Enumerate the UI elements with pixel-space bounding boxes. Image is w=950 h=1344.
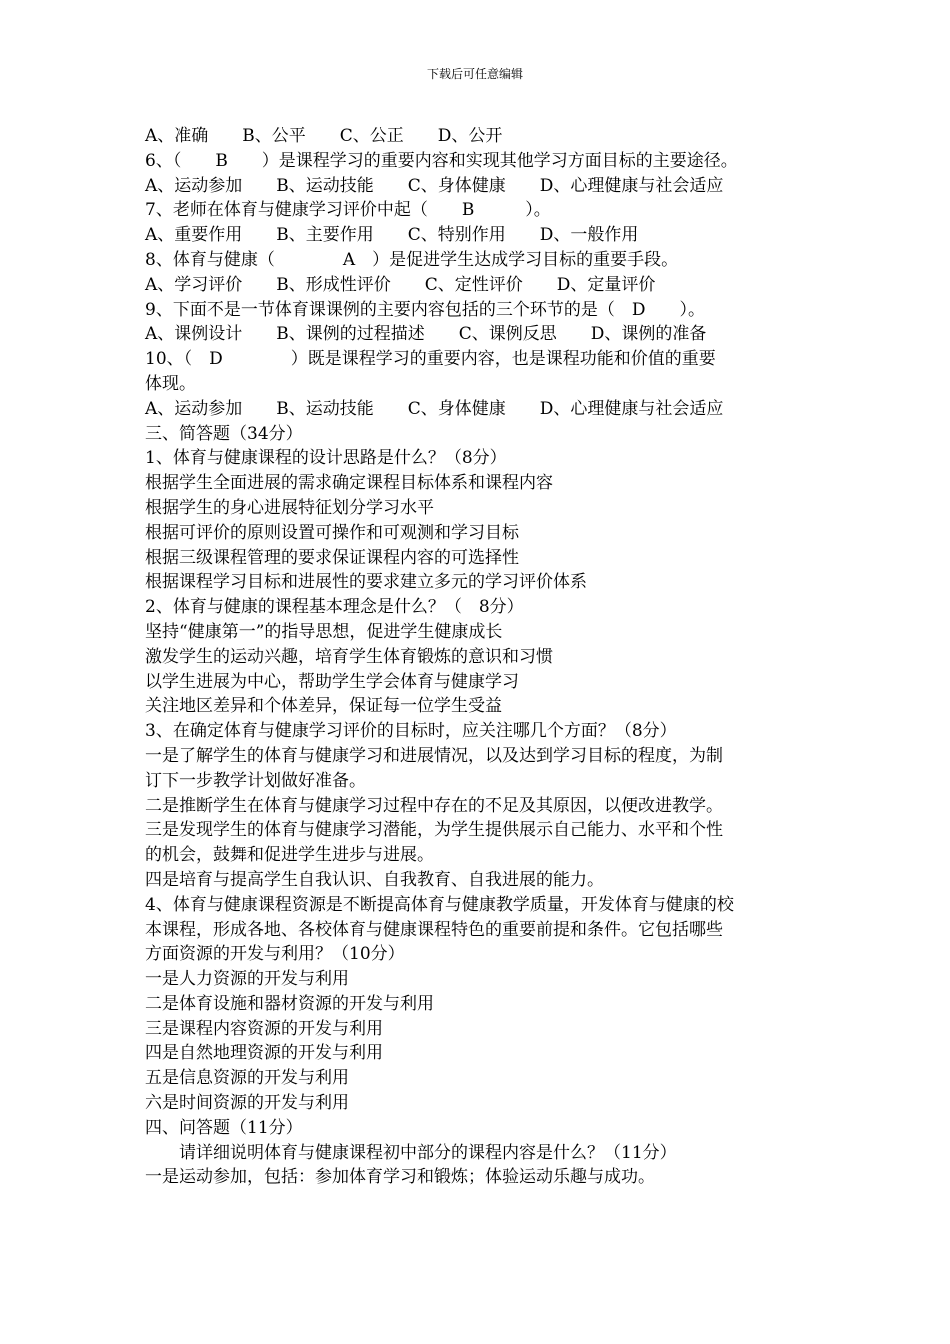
answer-line: 的机会，鼓舞和促进学生进步与进展。 [145, 845, 434, 866]
answer-line: 以学生进展为中心，帮助学生学会体育与健康学习 [145, 671, 519, 692]
text-line: A、运动参加 B、运动技能 C、身体健康 D、心理健康与社会适应 [145, 398, 724, 419]
document-body [145, 124, 815, 1190]
answer-line: 激发学生的运动兴趣，培育学生体育锻炼的意识和习惯 [145, 646, 553, 667]
answer-line: 坚持“健康第一”的指导思想，促进学生健康成长 [145, 621, 503, 642]
question-heading: 3、在确定体育与健康学习评价的目标时，应关注哪几个方面？（8分） [145, 721, 677, 742]
answer-line: 一是运动参加，包括：参加体育学习和锻炼；体验运动乐趣与成功。 [145, 1167, 655, 1188]
section-heading: 三、简答题（34分） [145, 423, 303, 444]
page-header: 下载后可任意编辑 [426, 67, 523, 81]
text-line: 8、体育与健康（ A ）是促进学生达成学习目标的重要手段。 [145, 249, 679, 270]
answer-line: 订下一步教学计划做好准备。 [145, 770, 366, 791]
answer-line: 四是培育与提高学生自我认识、自我教育、自我进展的能力。 [145, 869, 604, 890]
answer-line: 根据学生全面进展的需求确定课程目标体系和课程内容 [145, 473, 553, 494]
text-line: 9、下面不是一节体育课课例的主要内容包括的三个环节的是（ D ）。 [145, 299, 705, 320]
text-line: A、学习评价 B、形成性评价 C、定性评价 D、定量评价 [145, 274, 656, 295]
question-heading: 2、体育与健康的课程基本理念是什么？（ 8分） [145, 597, 524, 618]
answer-line: 三是课程内容资源的开发与利用 [145, 1018, 383, 1039]
answer-line: 根据三级课程管理的要求保证课程内容的可选择性 [145, 547, 519, 568]
answer-line: 五是信息资源的开发与利用 [145, 1068, 349, 1089]
question-heading: 1、体育与健康课程的设计思路是什么？（8分） [145, 448, 507, 469]
question-heading: 方面资源的开发与利用？（10分） [145, 944, 405, 965]
answer-line: 一是了解学生的体育与健康学习和进展情况，以及达到学习目标的程度，为制 [145, 745, 723, 766]
answer-line: 根据可评价的原则设置可操作和可观测和学习目标 [145, 522, 519, 543]
answer-line: 根据课程学习目标和进展性的要求建立多元的学习评价体系 [145, 572, 587, 593]
text-line: A、准确 B、公平 C、公正 D、公开 [145, 126, 503, 146]
text-line: 10、（ D ）既是课程学习的重要内容，也是课程功能和价值的重要 [145, 349, 716, 370]
answer-line: 关注地区差异和个体差异，保证每一位学生受益 [145, 696, 502, 717]
text-line: A、重要作用 B、主要作用 C、特别作用 D、一般作用 [145, 225, 639, 246]
question-heading: 4、体育与健康课程资源是不断提高体育与健康教学质量，开发体育与健康的校 [145, 894, 734, 915]
text-line: 6、（ B ）是课程学习的重要内容和实现其他学习方面目标的主要途径。 [145, 150, 738, 171]
answer-line: 根据学生的身心进展特征划分学习水平 [145, 497, 434, 518]
text-line: 体现。 [145, 373, 196, 394]
text-line: A、课例设计 B、课例的过程描述 C、课例反思 D、课例的准备 [145, 324, 707, 345]
question-heading: 本课程，形成各地、各校体育与健康课程特色的重要前提和条件。它包括哪些 [145, 919, 723, 940]
answer-line: 四是自然地理资源的开发与利用 [145, 1043, 383, 1064]
text-line: A、运动参加 B、运动技能 C、身体健康 D、心理健康与社会适应 [145, 175, 724, 196]
question-heading: 请详细说明体育与健康课程初中部分的课程内容是什么？（11分） [145, 1142, 677, 1163]
section-heading: 四、问答题（11分） [145, 1117, 303, 1138]
answer-line: 二是体育设施和器材资源的开发与利用 [145, 993, 434, 1014]
text-line: 7、老师在体育与健康学习评价中起（ B ）。 [145, 200, 551, 221]
answer-line: 一是人力资源的开发与利用 [145, 969, 349, 990]
answer-line: 六是时间资源的开发与利用 [145, 1093, 349, 1114]
answer-line: 二是推断学生在体育与健康学习过程中存在的不足及其原因，以便改进教学。 [145, 795, 723, 816]
answer-line: 三是发现学生的体育与健康学习潜能，为学生提供展示自己能力、水平和个性 [145, 820, 723, 841]
